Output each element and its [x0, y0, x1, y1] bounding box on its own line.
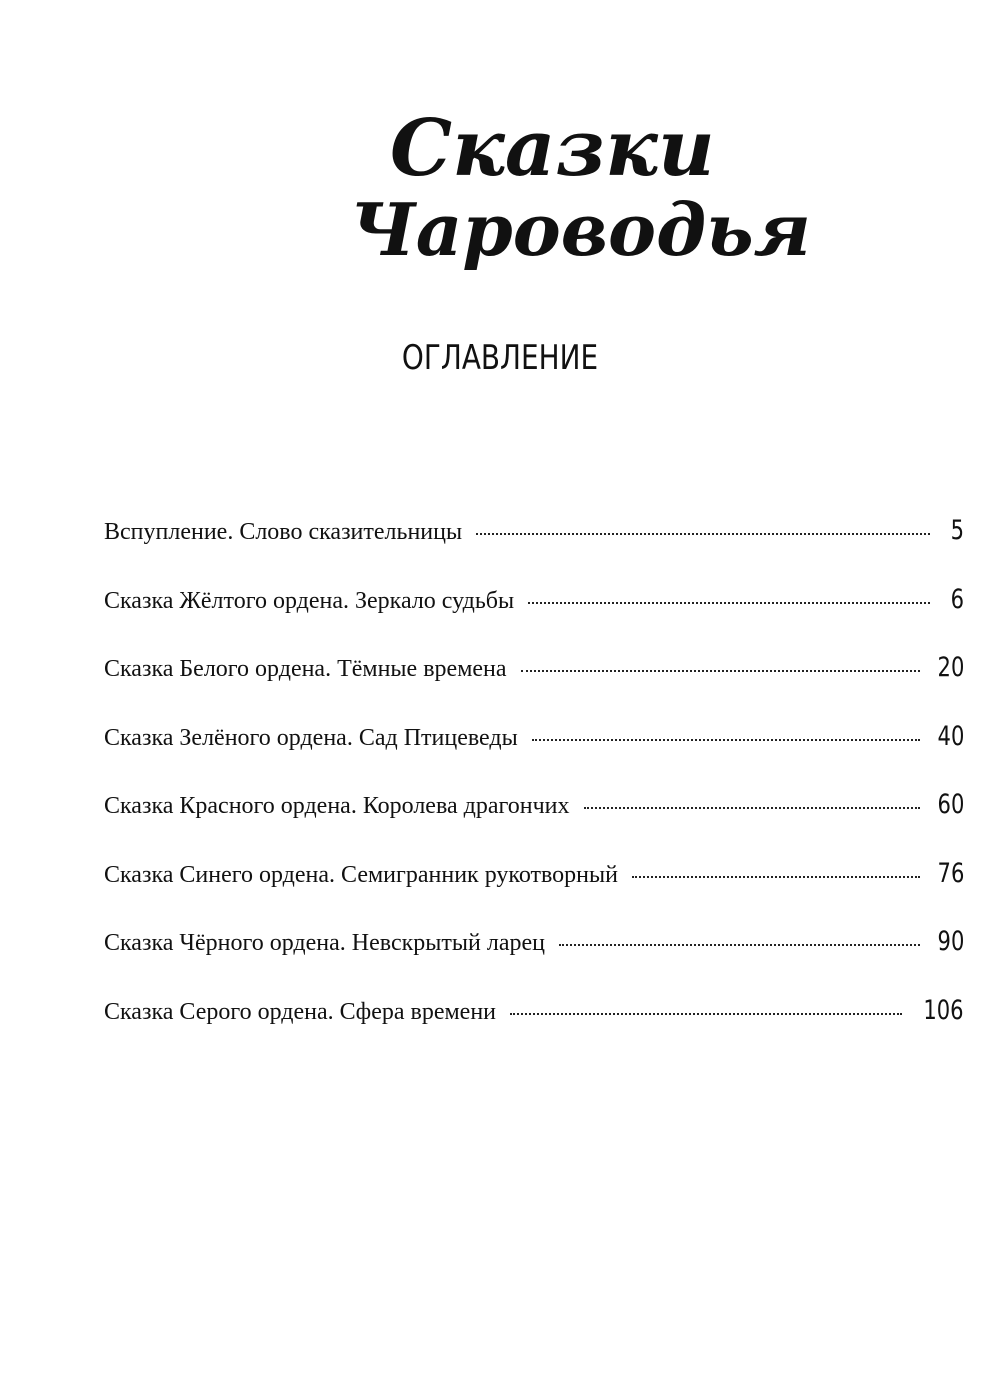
toc-entry[interactable]: [104, 926, 964, 995]
toc-leader-dots: [510, 1013, 902, 1015]
toc-leader-dots: [476, 533, 930, 535]
toc-entry-page: 5: [950, 515, 964, 546]
toc-leader-dots: [521, 670, 920, 672]
toc-leader-dots: [632, 876, 920, 878]
toc-entry[interactable]: [104, 584, 964, 653]
logo-line-2: Чароводья: [350, 187, 811, 272]
toc-entry[interactable]: [104, 995, 964, 1064]
logo-line-1: Сказки: [390, 103, 715, 194]
toc-leader-dots: [532, 739, 920, 741]
toc-entry-page: 76: [937, 857, 964, 889]
toc-entry-page: 106: [923, 994, 964, 1026]
toc-entry-page: 60: [937, 789, 964, 820]
toc-leader-dots: [559, 944, 920, 946]
toc-entry-title: Сказка Чёрного ордена. Невскрытый ларец: [104, 930, 545, 956]
toc-entry-title: Сказка Красного ордена. Королева драгончих: [104, 793, 570, 819]
toc-entry[interactable]: [104, 652, 964, 721]
toc-entry-title: Вспупление. Слово сказительницы: [104, 519, 463, 545]
toc-leader-dots: [528, 602, 930, 604]
toc-entry-title: Сказка Зелёного ордена. Сад Птицеведы: [104, 724, 518, 751]
toc-entry[interactable]: [104, 721, 964, 790]
toc-entry-page: 90: [937, 926, 964, 957]
page-title: ОГЛАВЛЕНИЕ: [401, 338, 599, 378]
toc-entry-title: Сказка Жёлтого ордена. Зеркало судьбы: [104, 587, 515, 614]
toc-entry-page: 20: [937, 652, 964, 683]
toc-entry[interactable]: [104, 858, 964, 927]
toc-leader-dots: [584, 807, 920, 809]
toc-entry-page: 6: [950, 583, 964, 615]
toc-entry-title: Сказка Синего ордена. Семигранник рукотворный: [104, 861, 618, 888]
logo-lettering: [330, 80, 811, 300]
table-of-contents: [104, 515, 964, 1063]
toc-entry-page: 40: [937, 720, 964, 752]
toc-entry-title: Сказка Белого ордена. Тёмные времена: [104, 656, 507, 682]
toc-entry-title: Сказка Серого ордена. Сфера времени: [104, 998, 497, 1025]
toc-entry[interactable]: [104, 789, 964, 858]
toc-entry[interactable]: [104, 515, 964, 584]
book-logo: [330, 80, 811, 300]
